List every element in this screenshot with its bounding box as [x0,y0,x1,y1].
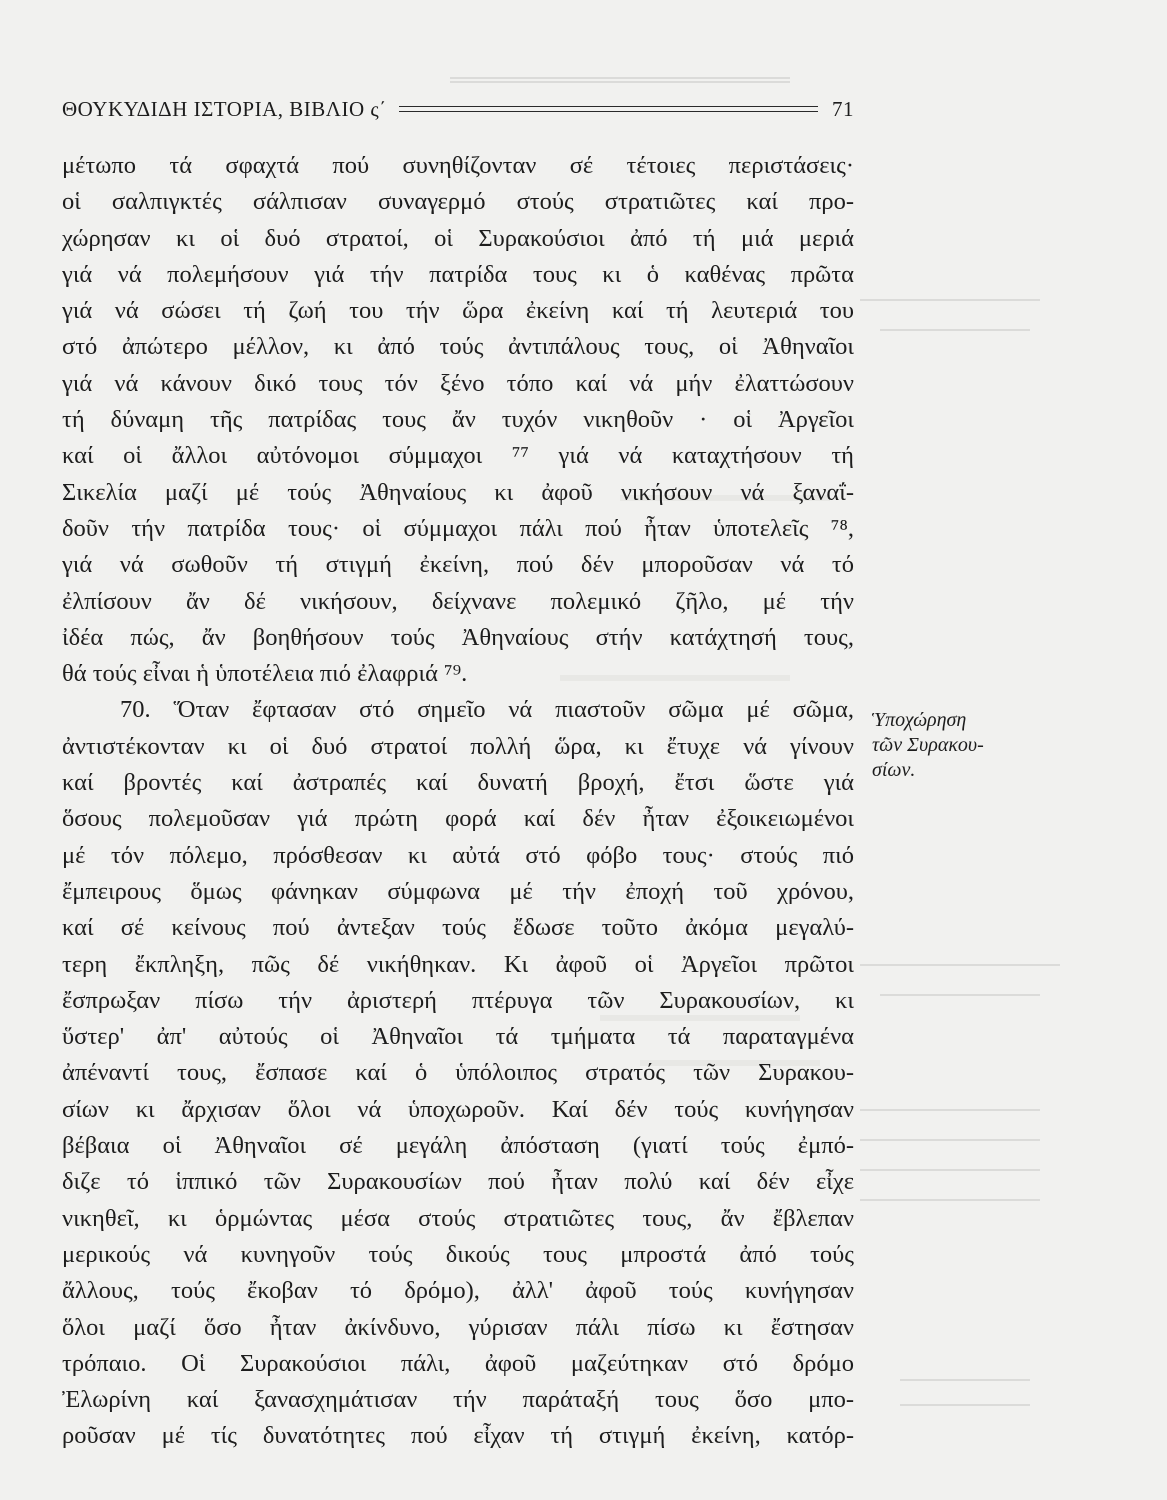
text-line: χώρησαν κι οἱ δυό στρατοί, οἱ Συρακούσιοι ἀπό τή μιά μεριά [62,224,854,252]
text-line: γιά νά πολεμήσουν γιά τήν πατρίδα τους κι ὁ καθένας πρῶτα [62,260,854,288]
text-line: μέ τόν πόλεμο, πρόσθεσαν κι αὐτά στό φόβο τους· στούς πιό [62,841,854,869]
text-line: τή δύναμη τῆς πατρίδας τους ἄν τυχόν νικηθοῦν · οἱ Ἀργεῖοι [62,406,854,434]
text-line: καί οἱ ἄλλοι αὐτόνομοι σύμμαχοι ⁷⁷ γιά νά καταχτήσουν τή [62,442,854,470]
text-line: μέτωπο τά σφαχτά πού συνηθίζονταν σέ τέτοιες περιστάσεις· [62,152,854,179]
margin-note-line: Ὑποχώρηση [872,709,967,731]
text-line: μερικούς νά κυνηγοῦν τούς δικούς τους μπροστά ἀπό τούς [62,1240,854,1268]
running-header [62,92,854,126]
text-line: Ἐλωρίνη καί ξανασχημάτισαν τήν παράταξή τους ὅσο μπο- [62,1386,854,1414]
text-line: βέβαια οἱ Ἀθηναῖοι σέ μεγάλη ἀπόσταση (γιατί τούς ἐμπό- [62,1132,854,1160]
text-line: οἱ σαλπιγκτές σάλπισαν συναγερμό στούς στρατιῶτες καί προ- [62,188,854,216]
text-line: ἀπέναντί τους, ἔσπασε καί ὁ ὑπόλοιπος στρατός τῶν Συρακου- [62,1059,854,1087]
text-line: τρόπαιο. Οἱ Συρακούσιοι πάλι, ἀφοῦ μαζεύτηκαν στό δρόμο [62,1349,854,1377]
margin-note-line: σίων. [872,759,916,781]
text-line: ἐλπίσουν ἄν δέ νικήσουν, δείχνανε πολεμικό ζῆλο, μέ τήν [62,587,854,615]
text-line: ἔσπρωξαν πίσω τήν ἀριστερή πτέρυγα τῶν Συρακουσίων, κι [62,986,854,1014]
text-line: γιά νά σωθοῦν τή στιγμή ἐκείνη, πού δέν μποροῦσαν νά τό [62,551,854,579]
page-number: 71 [832,96,854,121]
header-double-rule [399,106,818,112]
text-line: ὕστερ' ἀπ' αὐτούς οἱ Ἀθηναῖοι τά τμήματα τά παραταγμένα [62,1023,854,1051]
text-line: ὅλοι μαζί ὅσο ἦταν ἀκίνδυνο, γύρισαν πάλι πίσω κι ἔστησαν [62,1313,854,1341]
text-line: διζε τό ἱππικό τῶν Συρακουσίων πού ἦταν πολύ καί δέν εἶχε [62,1168,854,1196]
body-text [62,148,854,1455]
text-line: ὅσους πολεμοῦσαν γιά πρώτη φορά καί δέν ἦταν ἐξοικειωμένοι [62,805,854,833]
text-line: καί βροντές καί ἀστραπές καί δυνατή βροχή, ἔτσι ὥστε γιά [62,769,854,797]
running-title: ΘΟΥΚΥΔΙΔΗ ΙΣΤΟΡΙΑ, ΒΙΒΛΙΟ ς΄ [62,96,387,121]
text-line: ροῦσαν μέ τίς δυνατότητες πού εἶχαν τή στιγμή ἐκείνη, κατόρ- [62,1422,854,1450]
margin-note-line: τῶν Συρακου- [872,734,984,756]
text-line-paragraph-end: θά τούς εἶναι ἡ ὑποτέλεια πιό ἐλαφριά ⁷⁹. [62,660,468,688]
text-line: ἀντιστέκονταν κι οἱ δυό στρατοί πολλή ὥρα, κι ἔτυχε νά γίνουν [62,732,854,760]
margin-note [872,708,1052,783]
text-line: ἄλλους, τούς ἔκοβαν τό δρόμο), ἀλλ' ἀφοῦ τούς κυνήγησαν [62,1277,854,1305]
text-line: σίων κι ἄρχισαν ὅλοι νά ὑποχωροῦν. Καί δέν τούς κυνήγησαν [62,1095,854,1123]
text-line: τερη ἔκπληξη, πῶς δέ νικήθηκαν. Κι ἀφοῦ οἱ Ἀργεῖοι πρῶτοι [62,950,854,978]
text-line: στό ἀπώτερο μέλλον, κι ἀπό τούς ἀντιπάλους τους, οἱ Ἀθηναῖοι [62,333,854,361]
text-line: γιά νά σώσει τή ζωή του τήν ὥρα ἐκείνη καί τή λευτεριά του [62,297,854,325]
text-line: νικηθεῖ, κι ὁρμώντας μέσα στούς στρατιῶτες τους, ἄν ἔβλεπαν [62,1204,854,1232]
text-line: Σικελία μαζί μέ τούς Ἀθηναίους κι ἀφοῦ νικήσουν νά ξαναΐ- [62,478,854,506]
text-line: δοῦν τήν πατρίδα τους· οἱ σύμμαχοι πάλι πού ἦταν ὑποτελεῖς ⁷⁸, [62,514,854,542]
text-line: καί σέ κείνους πού ἀντεξαν τούς ἔδωσε τοῦτο ἀκόμα μεγαλύ- [62,914,854,942]
text-line: ἰδέα πώς, ἄν βοηθήσουν τούς Ἀθηναίους στήν κατάχτησή τους, [62,623,854,651]
section-70-first-line: 70. Ὅταν ἔφτασαν στό σημεῖο νά πιαστοῦν σῶμα μέ σῶμα, [120,696,854,724]
text-line: γιά νά κάνουν δικό τους τόν ξένο τόπο καί νά μήν ἐλαττώσουν [62,369,854,397]
text-line: ἔμπειρους ὅμως φάνηκαν σύμφωνα μέ τήν ἐποχή τοῦ χρόνου, [62,877,854,905]
